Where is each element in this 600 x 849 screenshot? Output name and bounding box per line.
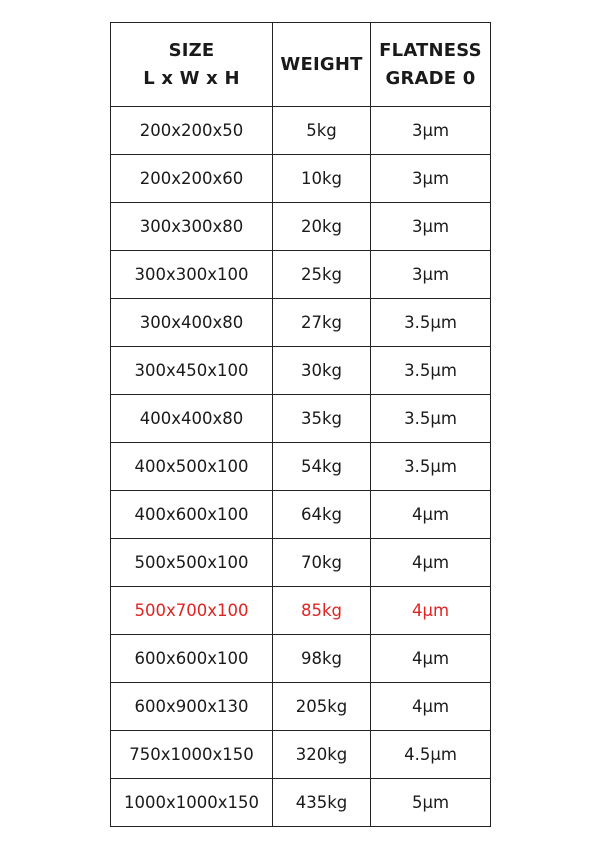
header-weight-line-1: WEIGHT bbox=[280, 53, 363, 75]
weight-cell: 10kg bbox=[273, 155, 371, 203]
weight-cell: 320kg bbox=[273, 731, 371, 779]
flatness-cell: 5μm bbox=[371, 779, 491, 827]
table-body bbox=[111, 107, 491, 827]
weight-cell: 20kg bbox=[273, 203, 371, 251]
flatness-cell: 3μm bbox=[371, 107, 491, 155]
table-row bbox=[111, 443, 491, 491]
flatness-cell: 3.5μm bbox=[371, 299, 491, 347]
weight-cell: 85kg bbox=[273, 587, 371, 635]
weight-cell: 70kg bbox=[273, 539, 371, 587]
size-cell: 600x600x100 bbox=[111, 635, 273, 683]
size-cell: 300x400x80 bbox=[111, 299, 273, 347]
table-row bbox=[111, 299, 491, 347]
size-cell: 1000x1000x150 bbox=[111, 779, 273, 827]
flatness-cell: 4.5μm bbox=[371, 731, 491, 779]
table-row bbox=[111, 731, 491, 779]
table-row bbox=[111, 251, 491, 299]
size-cell: 300x300x100 bbox=[111, 251, 273, 299]
table-row bbox=[111, 683, 491, 731]
size-cell: 400x500x100 bbox=[111, 443, 273, 491]
weight-cell: 30kg bbox=[273, 347, 371, 395]
size-cell: 300x450x100 bbox=[111, 347, 273, 395]
flatness-cell: 3.5μm bbox=[371, 395, 491, 443]
weight-cell: 64kg bbox=[273, 491, 371, 539]
flatness-cell: 4μm bbox=[371, 539, 491, 587]
table-row bbox=[111, 347, 491, 395]
table-row bbox=[111, 635, 491, 683]
size-cell: 400x600x100 bbox=[111, 491, 273, 539]
flatness-cell: 3μm bbox=[371, 203, 491, 251]
table-row bbox=[111, 203, 491, 251]
weight-cell: 27kg bbox=[273, 299, 371, 347]
weight-cell: 98kg bbox=[273, 635, 371, 683]
header-row bbox=[111, 23, 491, 107]
table-header bbox=[111, 23, 491, 107]
size-cell: 400x400x80 bbox=[111, 395, 273, 443]
size-cell: 500x700x100 bbox=[111, 587, 273, 635]
header-flatness-line-2: GRADE 0 bbox=[385, 67, 476, 89]
weight-cell: 5kg bbox=[273, 107, 371, 155]
flatness-cell: 4μm bbox=[371, 635, 491, 683]
size-cell: 750x1000x150 bbox=[111, 731, 273, 779]
table-row bbox=[111, 491, 491, 539]
table-row bbox=[111, 395, 491, 443]
header-size-line-1: SIZE bbox=[168, 39, 215, 61]
weight-cell: 54kg bbox=[273, 443, 371, 491]
header-flatness bbox=[371, 23, 491, 107]
header-size bbox=[111, 23, 273, 107]
flatness-cell: 3.5μm bbox=[371, 347, 491, 395]
size-cell: 200x200x60 bbox=[111, 155, 273, 203]
header-weight bbox=[273, 23, 371, 107]
table-row bbox=[111, 539, 491, 587]
flatness-cell: 4μm bbox=[371, 491, 491, 539]
table-row bbox=[111, 779, 491, 827]
size-cell: 500x500x100 bbox=[111, 539, 273, 587]
flatness-cell: 3μm bbox=[371, 251, 491, 299]
header-size-line-2: L x W x H bbox=[143, 67, 240, 89]
flatness-cell: 4μm bbox=[371, 587, 491, 635]
table-row bbox=[111, 155, 491, 203]
spec-table bbox=[110, 22, 491, 827]
size-cell: 600x900x130 bbox=[111, 683, 273, 731]
size-cell: 300x300x80 bbox=[111, 203, 273, 251]
table-row bbox=[111, 107, 491, 155]
flatness-cell: 3.5μm bbox=[371, 443, 491, 491]
weight-cell: 25kg bbox=[273, 251, 371, 299]
flatness-cell: 4μm bbox=[371, 683, 491, 731]
weight-cell: 35kg bbox=[273, 395, 371, 443]
weight-cell: 205kg bbox=[273, 683, 371, 731]
header-flatness-line-1: FLATNESS bbox=[379, 39, 482, 61]
table-row bbox=[111, 587, 491, 635]
size-cell: 200x200x50 bbox=[111, 107, 273, 155]
weight-cell: 435kg bbox=[273, 779, 371, 827]
flatness-cell: 3μm bbox=[371, 155, 491, 203]
